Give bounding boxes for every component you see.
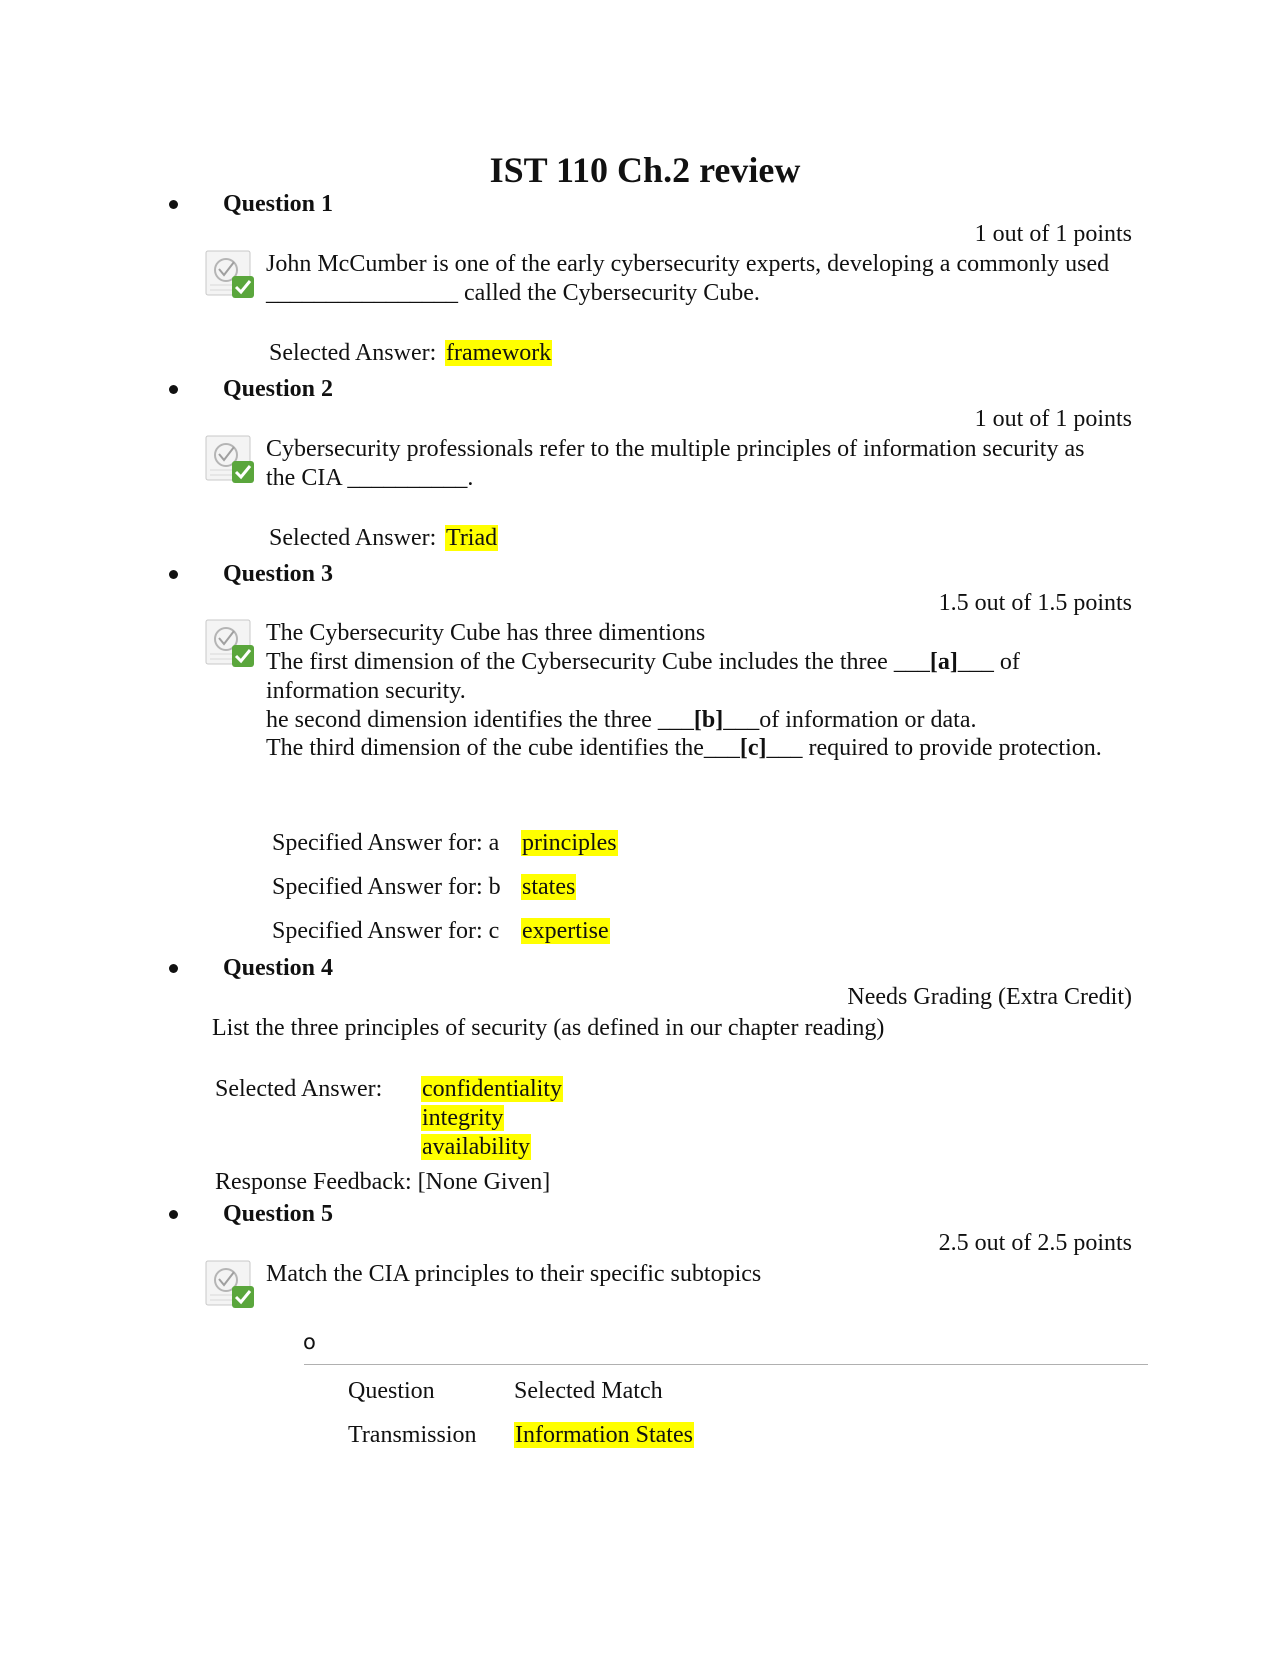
question-2-text-line-1: Cybersecurity professionals refer to the multiple principles of information security as bbox=[266, 436, 1085, 462]
question-1-text-line-1: John McCumber is one of the early cybersecurity experts, developing a commonly used bbox=[266, 251, 1110, 277]
question-2-points: 1 out of 1 points bbox=[974, 406, 1132, 432]
question-4-answer-label: Selected Answer: bbox=[215, 1076, 383, 1102]
answer-highlight: Triad bbox=[446, 525, 498, 551]
question-4-points: Needs Grading (Extra Credit) bbox=[847, 984, 1132, 1010]
question-3-answer-label-b: Specified Answer for: b bbox=[272, 874, 501, 900]
question-1-text-line-2: ________________ called the Cybersecurity Cube. bbox=[266, 280, 760, 306]
question-1-answer-label: Selected Answer: bbox=[269, 340, 437, 366]
question-4-feedback: Response Feedback: [None Given] bbox=[215, 1169, 551, 1195]
correct-check-icon bbox=[204, 1258, 256, 1310]
question-3-text-line-5: The third dimension of the cube identifies the___[c]___ required to provide protection. bbox=[266, 735, 1102, 761]
answer-highlight: framework bbox=[446, 340, 552, 366]
match-table-row-question: Transmission bbox=[348, 1422, 477, 1448]
bullet-icon bbox=[169, 964, 178, 973]
answer-highlight: Information States bbox=[515, 1422, 693, 1448]
question-3-text-line-4: he second dimension identifies the three ___[b]___of information or data. bbox=[266, 707, 977, 733]
correct-check-icon bbox=[204, 617, 256, 669]
question-3-answer-a bbox=[521, 829, 618, 858]
blank-tag-c: [c] bbox=[739, 735, 767, 761]
question-3-answer-b bbox=[521, 873, 576, 902]
question-2-answer bbox=[445, 524, 498, 553]
answer-highlight: principles bbox=[522, 830, 617, 856]
question-3-answer-label-a: Specified Answer for: a bbox=[272, 830, 500, 856]
question-4-text: List the three principles of security (as defined in our chapter reading) bbox=[212, 1015, 885, 1041]
question-5-text: Match the CIA principles to their specific subtopics bbox=[266, 1261, 762, 1287]
question-1-heading: Question 1 bbox=[223, 191, 334, 217]
question-5-heading: Question 5 bbox=[223, 1201, 334, 1227]
divider bbox=[304, 1364, 1148, 1365]
page-title: IST 110 Ch.2 review bbox=[489, 150, 801, 190]
answer-highlight: integrity bbox=[422, 1105, 504, 1131]
correct-check-icon bbox=[204, 433, 256, 485]
correct-check-icon bbox=[204, 248, 256, 300]
question-4-answer-2 bbox=[421, 1104, 504, 1133]
bullet-icon bbox=[169, 1210, 178, 1219]
list-marker: o bbox=[303, 1330, 316, 1354]
question-3-text-line-2: The first dimension of the Cybersecurity Cube includes the three ___[a]___ of bbox=[266, 649, 1020, 675]
question-4-answer-1 bbox=[421, 1075, 563, 1104]
question-3-text-line-1: The Cybersecurity Cube has three dimentions bbox=[266, 620, 706, 646]
question-3-points: 1.5 out of 1.5 points bbox=[938, 590, 1132, 616]
question-1-points: 1 out of 1 points bbox=[974, 221, 1132, 247]
blank-tag-b: [b] bbox=[693, 707, 724, 733]
answer-highlight: confidentiality bbox=[422, 1076, 562, 1102]
question-3-text-line-3: information security. bbox=[266, 678, 466, 704]
match-table-header-selected: Selected Match bbox=[514, 1378, 663, 1404]
bullet-icon bbox=[169, 200, 178, 209]
answer-highlight: expertise bbox=[522, 918, 609, 944]
match-table-header-question: Question bbox=[348, 1378, 435, 1404]
question-4-heading: Question 4 bbox=[223, 955, 334, 981]
question-4-answer-3 bbox=[421, 1133, 531, 1162]
question-3-heading: Question 3 bbox=[223, 561, 334, 587]
question-5-points: 2.5 out of 2.5 points bbox=[938, 1230, 1132, 1256]
question-2-heading: Question 2 bbox=[223, 376, 334, 402]
question-1-answer bbox=[445, 339, 552, 368]
question-3-answer-label-c: Specified Answer for: c bbox=[272, 918, 500, 944]
question-2-text-line-2: the CIA __________. bbox=[266, 465, 474, 491]
blank-tag-a: [a] bbox=[929, 649, 958, 675]
bullet-icon bbox=[169, 570, 178, 579]
question-2-answer-label: Selected Answer: bbox=[269, 525, 437, 551]
question-3-answer-c bbox=[521, 917, 610, 946]
bullet-icon bbox=[169, 385, 178, 394]
answer-highlight: states bbox=[522, 874, 576, 900]
answer-highlight: availability bbox=[422, 1134, 530, 1160]
match-table-row-match bbox=[514, 1421, 694, 1450]
